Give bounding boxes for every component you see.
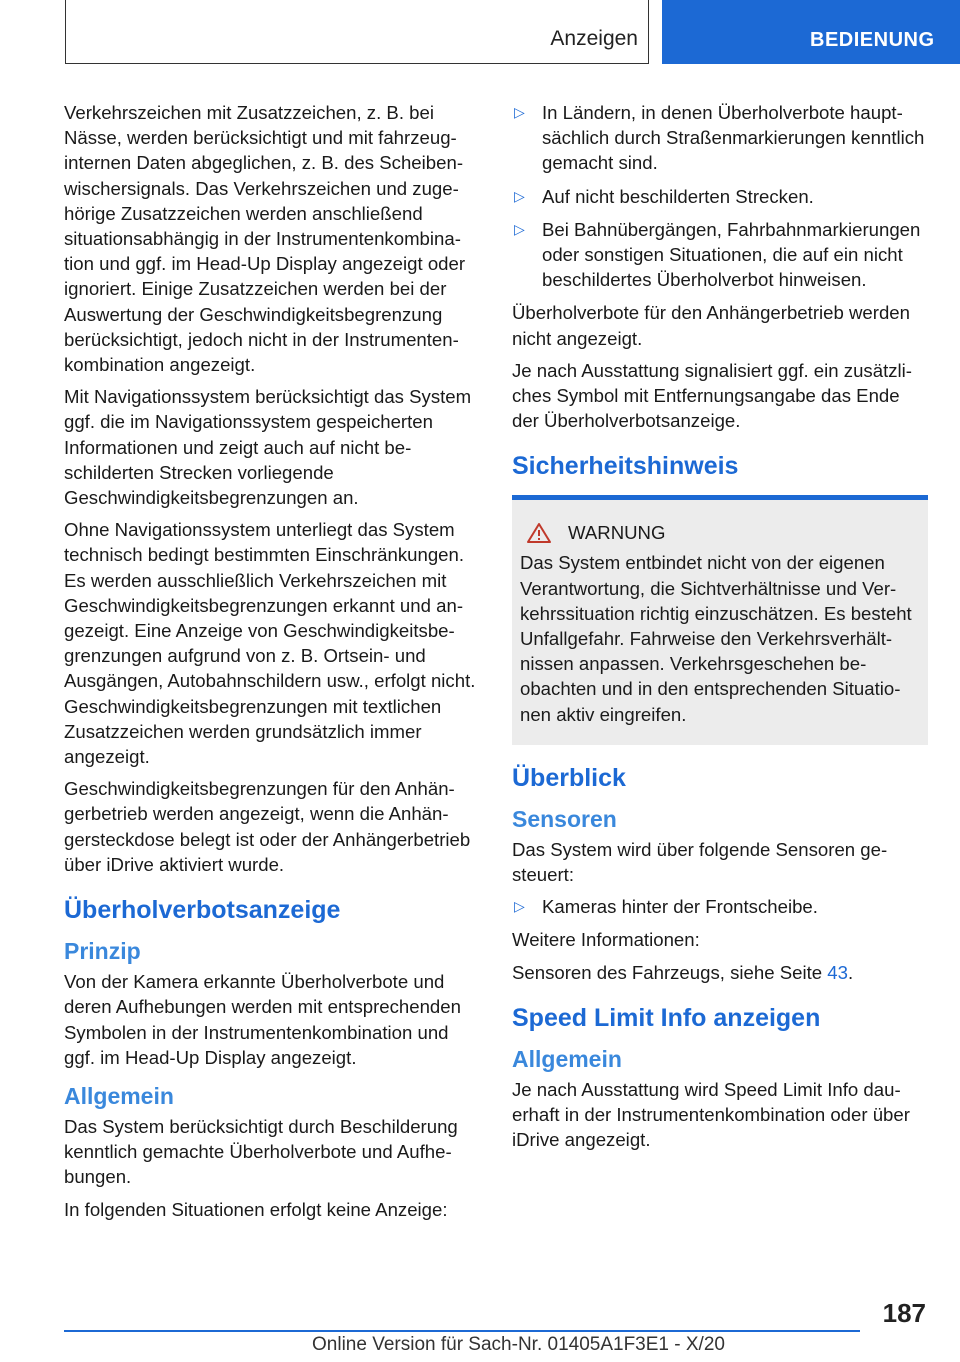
heading-general: Allgemein xyxy=(64,1082,174,1109)
list-item: ▷ Bei Bahnübergängen, Fahrbahnmarkierungen oder sonstigen Situationen, die auf ein nicht beschildertes Überholverbot hinweisen. xyxy=(514,218,921,291)
page-link[interactable]: 43 xyxy=(827,961,848,983)
paragraph: Verkehrszeichen mit Zusatzzeichen, z. B. bei Nässe, werden berücksichtigt und mit fahrzeuginternen Daten abgeglichen, z. B. des Scheibenwischersignals. Das Verkehrszeichen und zugehörige Zusatzzeichen werden anschließend situationsabhängig in der Instrumentenkombination und ggf. im Head-Up Display angezeigt oder ignoriert. Einige Zusatzzeichen werden bei der Auswertung der Geschwindigkeitsbegrenzung berücksichtigt, jedoch nicht in der Instrumentenkombination angezeigt. xyxy=(64,102,466,376)
paragraph: Ohne Navigationssystem unterliegt das System technisch bedingt bestimmten Einschränkungen. Es werden ausschließlich Verkehrszeichen mit Geschwindigkeitsbegrenzungen erkannt und angezeigt. Eine Anzeige von Geschwindigkeitsbegrenzungen aufgrund von z. B. Ortsein- und Ausgängen, Autobahnschildern usw., erfolgt nicht. Geschwindigkeitsbegrenzungen mit textlichen Zusatzzeichen werden grundsätzlich immer angezeigt. xyxy=(64,519,476,768)
list-item: ▷ Kameras hinter der Frontscheibe. xyxy=(514,896,818,918)
bullet-list xyxy=(512,894,928,919)
right-column xyxy=(512,100,928,1159)
triangle-bullet-icon: ▷ xyxy=(514,104,525,120)
paragraph: Geschwindigkeitsbegrenzungen für den Anhängerbetrieb werden angezeigt, wenn die Anhängersteckdose belegt ist oder der Anhängerbetrieb über iDrive aktiviert wurde. xyxy=(64,778,471,875)
paragraph: Mit Navigationssystem berücksichtigt das System ggf. die im Navigationssystem gespeicherten Informationen und zeigt auch auf nicht beschilderten Strecken vorliegende Geschwindigkeitsbegrenzungen an. xyxy=(64,386,472,509)
triangle-bullet-icon: ▷ xyxy=(514,220,525,237)
heading-speed-limit-info: Speed Limit Info anzeigen xyxy=(512,1003,821,1032)
paragraph: Je nach Ausstattung wird Speed Limit Info dauerhaft in der Instrumentenkombination oder über iDrive angezeigt. xyxy=(512,1078,910,1151)
paragraph: Weitere Informationen: xyxy=(512,929,700,951)
header-chapter-label: BEDIENUNG xyxy=(810,29,935,51)
list-item: ▷ Auf nicht beschilderten Strecken. xyxy=(514,185,814,207)
header-chapter-tab[interactable] xyxy=(662,0,960,64)
list-item: ▷ In Ländern, in denen Überholverbote hauptsächlich durch Straßenmarkierungen kenntlich gemacht sind. xyxy=(514,102,925,174)
paragraph: Von der Kamera erkannte Überholverbote und deren Aufhebungen werden mit entsprechenden Symbolen in der Instrumentenkombination und ggf. im Head-Up Display angezeigt. xyxy=(64,971,461,1068)
heading-overview: Überblick xyxy=(512,763,626,792)
warning-title: WARNUNG xyxy=(568,522,666,544)
paragraph: Das System berücksichtigt durch Beschilderung kenntlich gemachte Überholverbote und Aufhebungen. xyxy=(64,1115,458,1188)
left-column xyxy=(64,100,480,1229)
triangle-bullet-icon: ▷ xyxy=(514,898,525,915)
triangle-bullet-icon: ▷ xyxy=(514,187,525,204)
paragraph: Sensoren des Fahrzeugs, siehe Seite 43. xyxy=(512,961,854,983)
paragraph: Überholverbote für den Anhängerbetrieb werden nicht angezeigt. xyxy=(512,302,910,349)
warning-text: Das System entbindet nicht von der eigenen Verantwortung, die Sichtverhältnisse und Verkehrssituation richtig einzuschätzen. Es besteht Unfallgefahr. Fahrweise den Verkehrsverhältnissen anpassen. Verkehrsgeschehen beobachten und in den entsprechenden Situationen aktiv eingreifen. xyxy=(520,552,912,725)
heading-overtake-display: Überholverbotsanzeige xyxy=(64,896,341,925)
bullet-list xyxy=(512,100,928,292)
warning-box xyxy=(512,495,928,744)
heading-safety: Sicherheitshinweis xyxy=(512,452,739,481)
page-number: 187 xyxy=(882,1298,926,1328)
paragraph: Das System wird über folgende Sensoren gesteuert: xyxy=(512,838,888,886)
heading-sensors: Sensoren xyxy=(512,805,617,832)
heading-general: Allgemein xyxy=(512,1045,622,1072)
heading-principle: Prinzip xyxy=(64,938,141,965)
footer-online-version: Online Version für Sach-Nr. 01405A1F3E1 - X/20 xyxy=(312,1334,725,1355)
paragraph: Je nach Ausstattung signalisiert ggf. ein zusätzliches Symbol mit Entfernungsangabe das Ende der Überholverbotsanzeige. xyxy=(512,359,912,432)
header-section-box xyxy=(65,0,649,64)
footer-divider xyxy=(64,1330,860,1332)
warning-header xyxy=(520,522,920,544)
header-section-title: Anzeigen xyxy=(550,27,638,50)
paragraph: In folgenden Situationen erfolgt keine Anzeige: xyxy=(64,1198,448,1220)
warning-triangle-icon xyxy=(526,522,552,544)
